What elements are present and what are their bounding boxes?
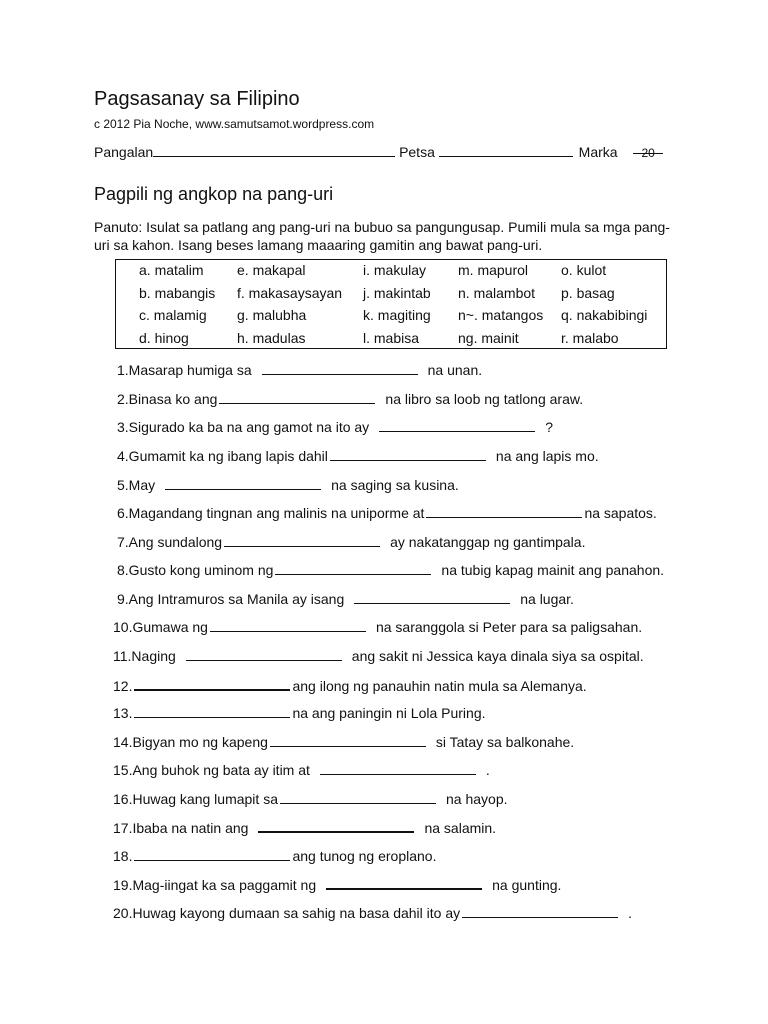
item-prompt: 9.Ang Intramuros sa Manila ay isang bbox=[117, 591, 345, 607]
answer-blank[interactable] bbox=[354, 589, 510, 604]
name-blank[interactable] bbox=[153, 144, 395, 157]
item-continuation: na ang paningin ni Lola Puring. bbox=[292, 705, 486, 721]
item-prompt: 12. bbox=[113, 678, 133, 694]
item-continuation: ang sakit ni Jessica kaya dinala siya sa ospital. bbox=[351, 648, 644, 664]
item-continuation: na lugar. bbox=[520, 591, 574, 607]
choice-l: l. mabisa bbox=[363, 330, 420, 346]
item-11 bbox=[113, 646, 644, 664]
item-prompt: 10.Gumawa ng bbox=[113, 619, 208, 635]
choice-a: a. matalim bbox=[139, 262, 204, 278]
choice-g: g. malubha bbox=[237, 307, 307, 323]
choice-d: d. hinog bbox=[139, 330, 189, 346]
instructions: Panuto: Isulat sa patlang ang pang-uri na bubuo sa pangungusap. Pumili mula sa mga pang-uri sa kahon. Isang beses lamang maaaring gamitin ang bawat pang-uri. bbox=[94, 219, 670, 253]
item-continuation: na ang lapis mo. bbox=[495, 448, 599, 464]
item-6 bbox=[117, 503, 657, 521]
item-prompt: 17.Ibaba na natin ang bbox=[113, 820, 249, 836]
choice-e: e. makapal bbox=[237, 262, 306, 278]
item-prompt: 16.Huwag kang lumapit sa bbox=[113, 791, 278, 807]
answer-blank[interactable] bbox=[280, 789, 436, 804]
section-title: Pagpili ng angkop na pang-uri bbox=[94, 184, 334, 204]
date-label: Petsa bbox=[399, 144, 435, 160]
item-continuation: ay nakatanggap ng gantimpala. bbox=[390, 534, 586, 550]
item-prompt: 14.Bigyan mo ng kapeng bbox=[113, 734, 268, 750]
choice-n-tilde: n~. matangos bbox=[458, 307, 544, 323]
item-2 bbox=[117, 389, 583, 407]
item-prompt: 11.Naging bbox=[113, 648, 176, 664]
item-prompt: 4.Gumamit ka ng ibang lapis dahil bbox=[117, 448, 328, 464]
choice-n: n. malambot bbox=[458, 285, 536, 301]
item-15 bbox=[113, 760, 490, 778]
choice-o: o. kulot bbox=[561, 262, 607, 278]
choice-j: j. makintab bbox=[363, 285, 431, 301]
item-continuation: na salamin. bbox=[424, 820, 497, 836]
item-3 bbox=[117, 417, 553, 435]
answer-blank[interactable] bbox=[462, 903, 618, 918]
choice-i: i. makulay bbox=[363, 262, 427, 278]
item-continuation: ang tunog ng eroplano. bbox=[292, 848, 437, 864]
item-prompt: 6.Magandang tingnan ang malinis na uniporme at bbox=[117, 505, 425, 521]
choice-q: q. nakabibingi bbox=[561, 307, 648, 323]
item-continuation: na saranggola si Peter para sa paligsahan. bbox=[375, 619, 643, 635]
answer-blank[interactable] bbox=[134, 703, 290, 718]
item-5 bbox=[117, 475, 459, 493]
item-continuation: . bbox=[628, 905, 633, 921]
answer-blank[interactable] bbox=[134, 846, 290, 861]
item-continuation: na sapatos. bbox=[584, 505, 657, 521]
choice-h: h. madulas bbox=[237, 330, 306, 346]
item-prompt: 20.Huwag kayong dumaan sa sahig na basa dahil ito ay bbox=[113, 905, 461, 921]
answer-blank[interactable] bbox=[134, 675, 290, 691]
answer-blank[interactable] bbox=[262, 360, 418, 375]
choice-b: b. mabangis bbox=[139, 285, 216, 301]
choice-c: c. malamig bbox=[139, 307, 207, 323]
answer-blank[interactable] bbox=[258, 817, 414, 833]
item-continuation: . bbox=[485, 762, 490, 778]
item-continuation: na saging sa kusina. bbox=[331, 477, 459, 493]
item-18 bbox=[113, 846, 436, 864]
answer-blank[interactable] bbox=[165, 475, 321, 490]
answer-blank[interactable] bbox=[270, 732, 426, 747]
answer-blank[interactable] bbox=[426, 503, 582, 518]
answer-blank[interactable] bbox=[275, 560, 431, 575]
item-prompt: 13. bbox=[113, 705, 133, 721]
item-14 bbox=[113, 732, 574, 750]
item-prompt: 2.Binasa ko ang bbox=[117, 391, 218, 407]
date-blank[interactable] bbox=[439, 144, 573, 157]
item-prompt: 7.Ang sundalong bbox=[117, 534, 223, 550]
choice-m: m. mapurol bbox=[458, 262, 529, 278]
item-continuation: na hayop. bbox=[446, 791, 508, 807]
score-total: 20 bbox=[637, 146, 658, 160]
choice-f: f. makasaysayan bbox=[237, 285, 343, 301]
item-17 bbox=[113, 817, 496, 835]
item-prompt: 19.Mag-iingat ka sa paggamit ng bbox=[113, 877, 317, 893]
item-prompt: 5.May bbox=[117, 477, 156, 493]
choice-p: p. basag bbox=[561, 285, 615, 301]
answer-blank[interactable] bbox=[379, 417, 535, 432]
word-choice-box bbox=[115, 259, 667, 349]
page-title: Pagsasanay sa Filipino bbox=[94, 88, 300, 110]
item-prompt: 18. bbox=[113, 848, 133, 864]
item-16 bbox=[113, 789, 508, 807]
answer-blank[interactable] bbox=[186, 646, 342, 661]
name-label: Pangalan bbox=[94, 144, 154, 160]
item-13 bbox=[113, 703, 486, 721]
item-20 bbox=[113, 903, 632, 921]
item-19 bbox=[113, 874, 561, 892]
answer-blank[interactable] bbox=[326, 874, 482, 890]
answer-blank[interactable] bbox=[219, 389, 375, 404]
answer-blank[interactable] bbox=[320, 760, 476, 775]
item-10 bbox=[113, 617, 642, 635]
choice-k: k. magiting bbox=[363, 307, 431, 323]
item-continuation: na gunting. bbox=[492, 877, 562, 893]
item-prompt: 1.Masarap humiga sa bbox=[117, 362, 252, 378]
choice-ng: ng. mainit bbox=[458, 330, 519, 346]
item-9 bbox=[117, 589, 574, 607]
item-continuation: ? bbox=[545, 419, 553, 435]
item-continuation: na tubig kapag mainit ang panahon. bbox=[441, 562, 665, 578]
item-12 bbox=[113, 675, 587, 693]
item-4 bbox=[117, 446, 599, 464]
item-continuation: na libro sa loob ng tatlong araw. bbox=[385, 391, 584, 407]
answer-blank[interactable] bbox=[210, 617, 366, 632]
choice-r: r. malabo bbox=[561, 330, 619, 346]
item-continuation: na unan. bbox=[427, 362, 483, 378]
copyright-line: c 2012 Pia Noche, www.samutsamot.wordpress.com bbox=[94, 117, 375, 131]
item-prompt: 8.Gusto kong uminom ng bbox=[117, 562, 274, 578]
answer-blank[interactable] bbox=[330, 446, 486, 461]
item-continuation: ang ilong ng panauhin natin mula sa Alemanya. bbox=[292, 678, 587, 694]
item-prompt: 15.Ang buhok ng bata ay itim at bbox=[113, 762, 310, 778]
item-8 bbox=[117, 560, 664, 578]
item-continuation: si Tatay sa balkonahe. bbox=[435, 734, 575, 750]
item-7 bbox=[117, 532, 585, 550]
score-label: Marka bbox=[578, 144, 618, 160]
student-info-row bbox=[94, 144, 659, 160]
item-prompt: 3.Sigurado ka ba na ang gamot na ito ay bbox=[117, 419, 370, 435]
answer-blank[interactable] bbox=[224, 532, 380, 547]
item-1 bbox=[117, 360, 482, 378]
